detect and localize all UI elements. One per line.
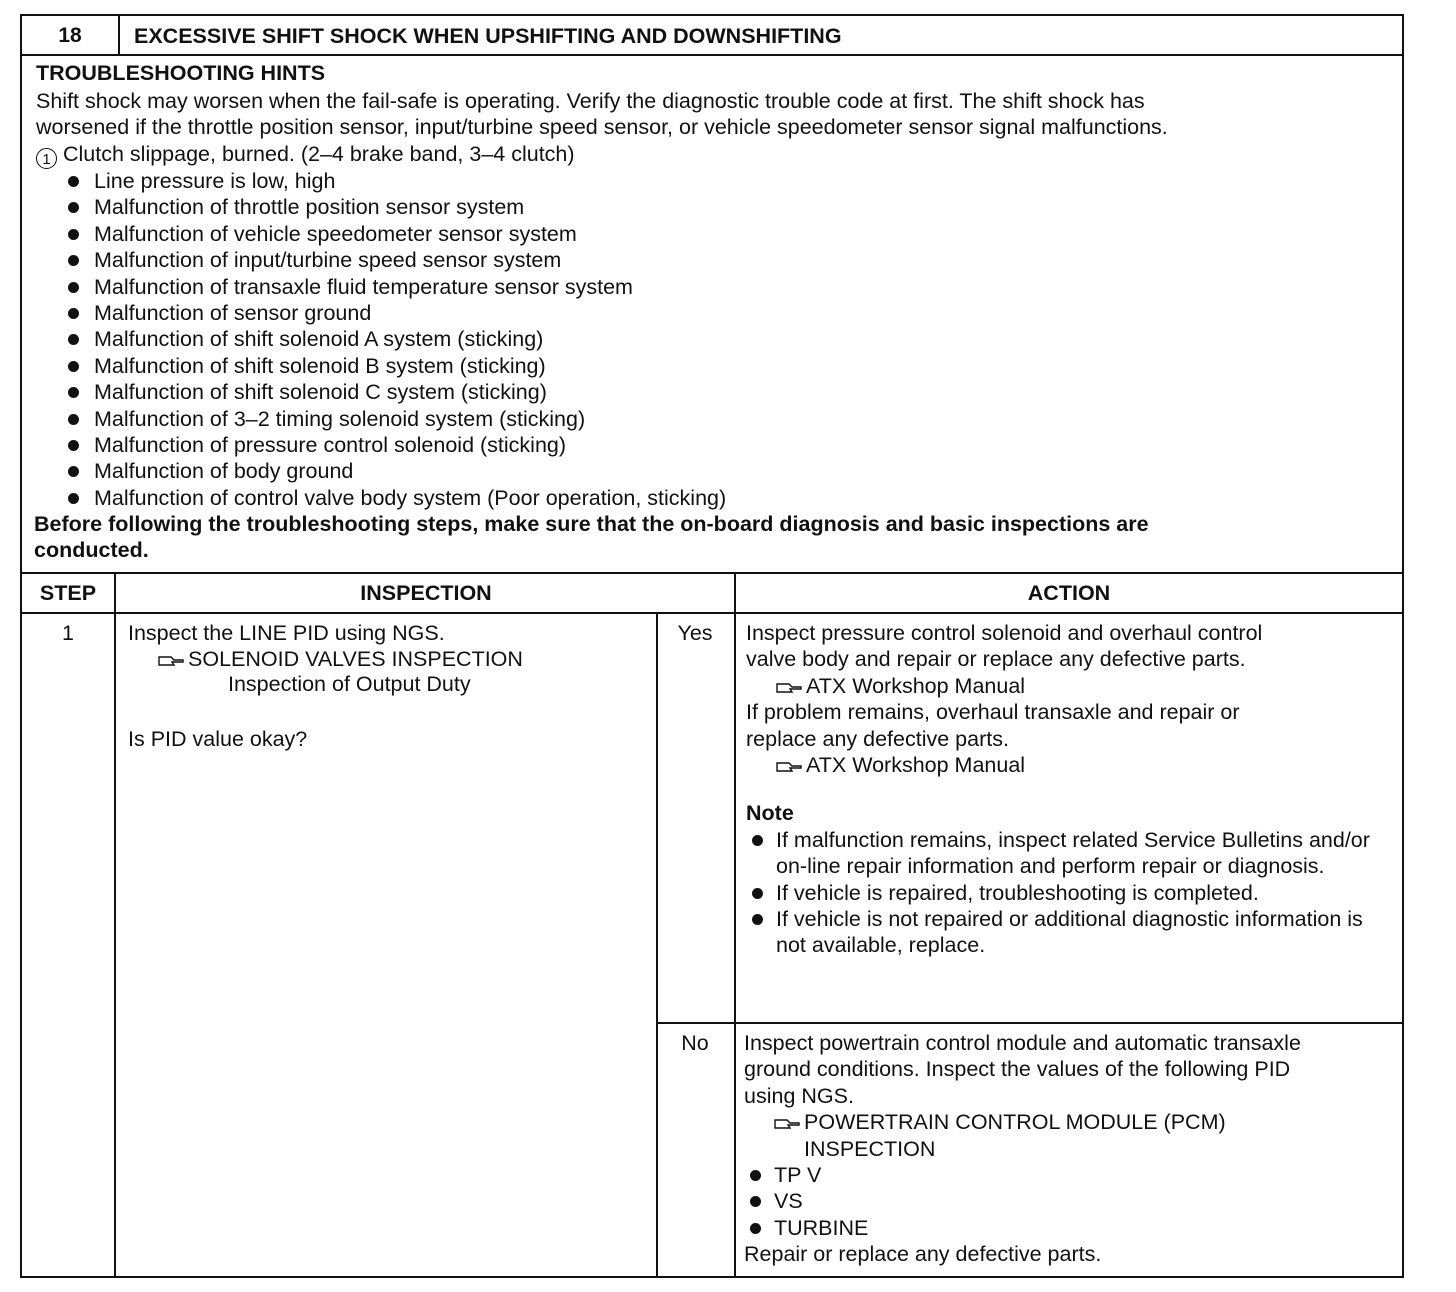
action-line: ground conditions. Inspect the values of the following PID (744, 1057, 1291, 1082)
divider (114, 572, 116, 1276)
list-item: Malfunction of input/turbine speed sensor system (34, 247, 726, 273)
action-line: valve body and repair or replace any defective parts. (746, 647, 1246, 672)
action-line: replace any defective parts. (746, 726, 1009, 751)
bullet-icon (750, 1223, 761, 1234)
action-ref: POWERTRAIN CONTROL MODULE (PCM) (744, 1109, 1394, 1135)
warning-line1: Before following the troubleshooting steps, make sure that the on-board diagnosis and basic inspections are (34, 512, 1149, 536)
list-item: Line pressure is low, high (34, 168, 726, 194)
list-item: Malfunction of shift solenoid A system (sticking) (34, 326, 726, 352)
troubleshooting-page (20, 14, 1404, 1276)
pid-list (744, 1162, 1394, 1241)
bullet-icon (750, 1196, 761, 1207)
procedure-number: 18 (58, 24, 82, 47)
warning-line2: conducted. (34, 538, 149, 562)
inspection-question: Is PID value okay? (128, 726, 308, 751)
no-action-cell (744, 1030, 1394, 1268)
inspection-cell (128, 620, 648, 752)
note-list (746, 827, 1382, 959)
column-header-step: STEP (39, 581, 97, 605)
bullet-icon (68, 202, 79, 213)
list-item: Malfunction of sensor ground (34, 300, 726, 326)
action-ref-continued: INSPECTION (804, 1136, 936, 1161)
bullet-icon (68, 414, 79, 425)
action-line: Inspect pressure control solenoid and overhaul control (746, 621, 1263, 645)
list-item: Malfunction of body ground (34, 458, 726, 484)
action-ref: ATX Workshop Manual (746, 752, 1394, 778)
no-label: No (681, 1031, 709, 1055)
column-header-action: ACTION (1027, 581, 1111, 605)
cause-bullet-list (34, 168, 726, 511)
list-item: Malfunction of 3–2 timing solenoid system (sticking) (34, 406, 726, 432)
circled-number: 1 (36, 148, 57, 169)
bullet-icon (68, 308, 79, 319)
bullet-icon (752, 835, 763, 846)
bullet-icon (68, 176, 79, 187)
divider (656, 612, 658, 1276)
bullet-icon (68, 282, 79, 293)
list-item: Malfunction of throttle position sensor system (34, 194, 726, 220)
step-number: 1 (62, 621, 74, 645)
cause-item (36, 141, 575, 169)
list-item: Malfunction of vehicle speedometer sensor system (34, 221, 726, 247)
action-line: Repair or replace any defective parts. (744, 1242, 1102, 1267)
list-item: Malfunction of shift solenoid C system (sticking) (34, 379, 726, 405)
action-line: If problem remains, overhaul transaxle and repair or (746, 700, 1240, 725)
divider (734, 572, 736, 1276)
bullet-icon (68, 255, 79, 266)
divider (118, 14, 120, 56)
list-item: Malfunction of control valve body system (Poor operation, sticking) (34, 485, 726, 511)
yes-action-cell (746, 620, 1394, 959)
action-ref: ATX Workshop Manual (746, 673, 1394, 699)
list-item: If vehicle is repaired, troubleshooting is completed. (746, 880, 1382, 906)
bullet-icon (68, 361, 79, 372)
yes-label: Yes (677, 621, 713, 645)
bullet-icon (68, 334, 79, 345)
list-item: Malfunction of shift solenoid B system (sticking) (34, 353, 726, 379)
reference-hand-icon (158, 655, 184, 667)
list-item: Malfunction of pressure control solenoid (sticking) (34, 432, 726, 458)
reference-hand-icon (776, 761, 802, 773)
inspection-ref: SOLENOID VALVES INSPECTION (128, 646, 648, 672)
divider (656, 1022, 1402, 1024)
list-item: TP V (744, 1162, 1394, 1188)
reference-hand-icon (776, 682, 802, 694)
hints-heading: TROUBLESHOOTING HINTS (36, 61, 326, 85)
bullet-icon (68, 440, 79, 451)
list-item: If malfunction remains, inspect related Service Bulletins and/or on-line repair information and perform repair or diagnosis. (746, 827, 1382, 880)
action-line: Inspect powertrain control module and automatic transaxle (744, 1031, 1301, 1055)
hints-intro-line1: Shift shock may worsen when the fail-safe is operating. Verify the diagnostic trouble code at first. The shift shock has (36, 89, 1145, 113)
bullet-icon (68, 229, 79, 240)
procedure-title: EXCESSIVE SHIFT SHOCK WHEN UPSHIFTING AND DOWNSHIFTING (134, 24, 842, 48)
bullet-icon (752, 914, 763, 925)
divider (20, 54, 1402, 56)
divider (20, 612, 1402, 614)
reference-hand-icon (774, 1118, 800, 1130)
cause-text: Clutch slippage, burned. (2–4 brake band, 3–4 clutch) (63, 142, 575, 166)
inspection-line: Inspect the LINE PID using NGS. (128, 621, 445, 645)
list-item: If vehicle is not repaired or additional diagnostic information is not available, replace. (746, 906, 1382, 959)
action-line: using NGS. (744, 1083, 854, 1108)
list-item: VS (744, 1188, 1394, 1214)
note-heading: Note (746, 801, 794, 826)
bullet-icon (68, 493, 79, 504)
bullet-icon (750, 1170, 761, 1181)
column-header-inspection: INSPECTION (360, 581, 492, 605)
list-item: Malfunction of transaxle fluid temperature sensor system (34, 274, 726, 300)
bullet-icon (752, 888, 763, 899)
inspection-ref-sub: Inspection of Output Duty (228, 671, 471, 696)
list-item: TURBINE (744, 1215, 1394, 1241)
bullet-icon (68, 387, 79, 398)
bullet-icon (68, 466, 79, 477)
hints-intro-line2: worsened if the throttle position sensor, input/turbine speed sensor, or vehicle speedometer sensor signal malfunctions. (36, 115, 1168, 139)
